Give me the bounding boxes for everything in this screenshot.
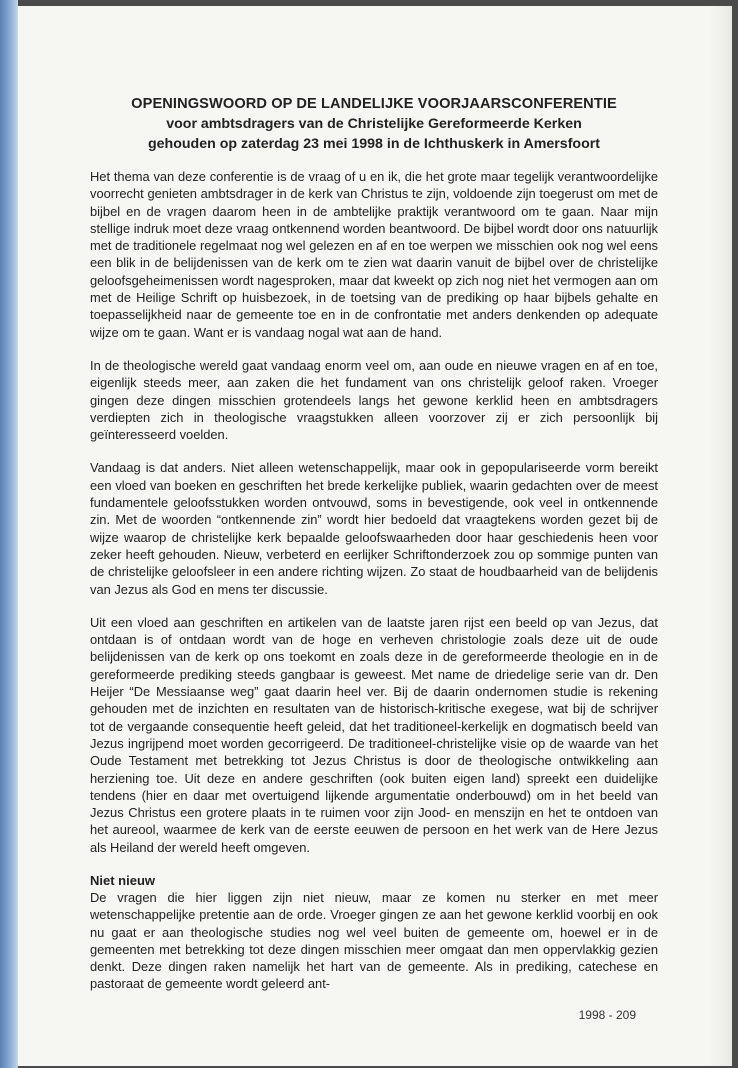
section-paragraph: De vragen die hier liggen zijn niet nieuw, maar ze komen nu sterker en met meer wetenschappelijke pretentie aan de orde. Vroeger gingen ze aan het gewone kerklid voorbij en ook nu gaat er aan theologische studies nog wel veel buiten de gemeente om, hoewel er in de gemeenten met betrekking tot deze dingen misschien meer omgaat dan men oppervlakkig gezien denkt. Deze dingen raken namelijk het hart van de gemeente. Als in prediking, catechese en pastoraat de gemeente wordt geleerd ant- [90, 889, 658, 992]
paragraph-1: Het thema van deze conferentie is de vraag of u en ik, die het grote maar tegelijk verantwoordelijke voorrecht genieten ambtsdrager in de kerk van Christus te zijn, voldoende zijn toegerust om met de bijbel en de vragen daarom heen in de ambtelijke praktijk verantwoord om te gaan. Naar mijn stellige indruk moet deze vraag ontkennend worden beantwoord. De bijbel wordt door ons natuurlijk met de traditionele regelmaat nog wel gelezen en af en toe werpen we misschien ook nog wel eens een blik in de belijdenissen van de kerk om te zien wat daarin vanuit de bijbel over de christelijke geloofsgeheimenissen wordt nagesproken, maar dat kweekt op zich nog niet het vermogen aan om met de Heilige Schrift op huisbezoek, in de toetsing van de prediking op haar bijbels gehalte en toepasselijkheid naar de gemeente toe en in de confrontatie met anders denkenden op adequate wijze om te gaan. Want er is vandaag nogal wat aan de hand. [90, 169, 658, 340]
binding-edge [0, 0, 18, 1068]
page-number: 1998 - 209 [578, 1008, 636, 1022]
section-heading: Niet nieuw [90, 872, 156, 888]
paragraph-2: In de theologische wereld gaat vandaag enorm veel om, aan oude en nieuwe vragen en af en toe, eigenlijk steeds meer, aan zaken die het fundament van ons christelijk geloof raken. Vroeger gingen deze dingen misschien grotendeels langs het gewone kerklid heen en ambtsdragers verdiepten zich in theologische vraagstukken alleen voorzover zij er zich persoonlijk bij geïnteresseerd voelden. [90, 357, 658, 443]
article-body [90, 94, 658, 993]
paragraph-4: Uit een vloed aan geschriften en artikelen van de laatste jaren rijst een beeld op van Jezus, dat ontdaan is of ontdaan wordt van de hoge en verheven christologie zoals deze uit de oude belijdenissen van de kerk op ons toekomt en zoals deze in de gereformeerde theologie en in de gereformeerde prediking steeds gangbaar is geweest. Met name de driedelige serie van dr. Den Heijer “De Messiaanse weg” gaat daarin heel ver. Bij de daarin ondernomen studie is rekening gehouden met de inzichten en resultaten van de historisch-kritische exegese, wat bij de schrijver tot de vergaande consequentie heeft geleid, dat het traditioneel-kerkelijk en dogmatisch beeld van Jezus ingrijpend moet worden gecorrigeerd. De traditioneel-christelijke visie op de waarde van het Oude Testament met betrekking tot Jezus Christus is door de theologische ontwikkeling aan herziening toe. Uit deze en andere geschriften (ook buiten eigen land) spreekt een duidelijke tendens (hier en daar met overtuigend lijkende argumentatie onderbouwd) om in het beeld van Jezus Christus een grotere plaats in te ruimen voor zijn Jood- en menszijn en het te ontdoen van het aureool, waarmee de kerk van de eerste eeuwen de persoon en het werk van de Here Jezus als Heiland der wereld heeft omgeven. [90, 614, 658, 855]
paragraph-3: Vandaag is dat anders. Niet alleen wetenschappelijk, maar ook in gepopulariseerde vorm bereikt een vloed van boeken en geschriften het brede kerkelijke publiek, waarin gedachten over de meest fundamentele geloofsstukken worden ontvouwd, soms in bevestigende, ook veel in ontkennende zin. Met de woorden “ontkennende zin” wordt hier bedoeld dat vraagtekens worden gezet bij de wijze waarop de christelijke kerk bepaalde geloofswaarheden door haar geschiedenis heen voor zeker heeft gehouden. Nieuw, verbeterd en eerlijker Schriftonderzoek zou op sommige punten van de christelijke geloofsleer in een andere richting wijzen. Zo staat de houdbaarheid van de belijdenis van Jezus als God en mens ter discussie. [90, 460, 658, 597]
article-subtitle: voor ambtsdragers van de Christelijke Gereformeerde Kerken [166, 116, 582, 132]
article-header [90, 94, 658, 154]
document-page [18, 6, 732, 1066]
article-details: gehouden op zaterdag 23 mei 1998 in de Ichthuskerk in Amersfoort [147, 136, 600, 152]
article-title: OPENINGSWOORD OP DE LANDELIJKE VOORJAARSCONFERENTIE [131, 96, 617, 112]
